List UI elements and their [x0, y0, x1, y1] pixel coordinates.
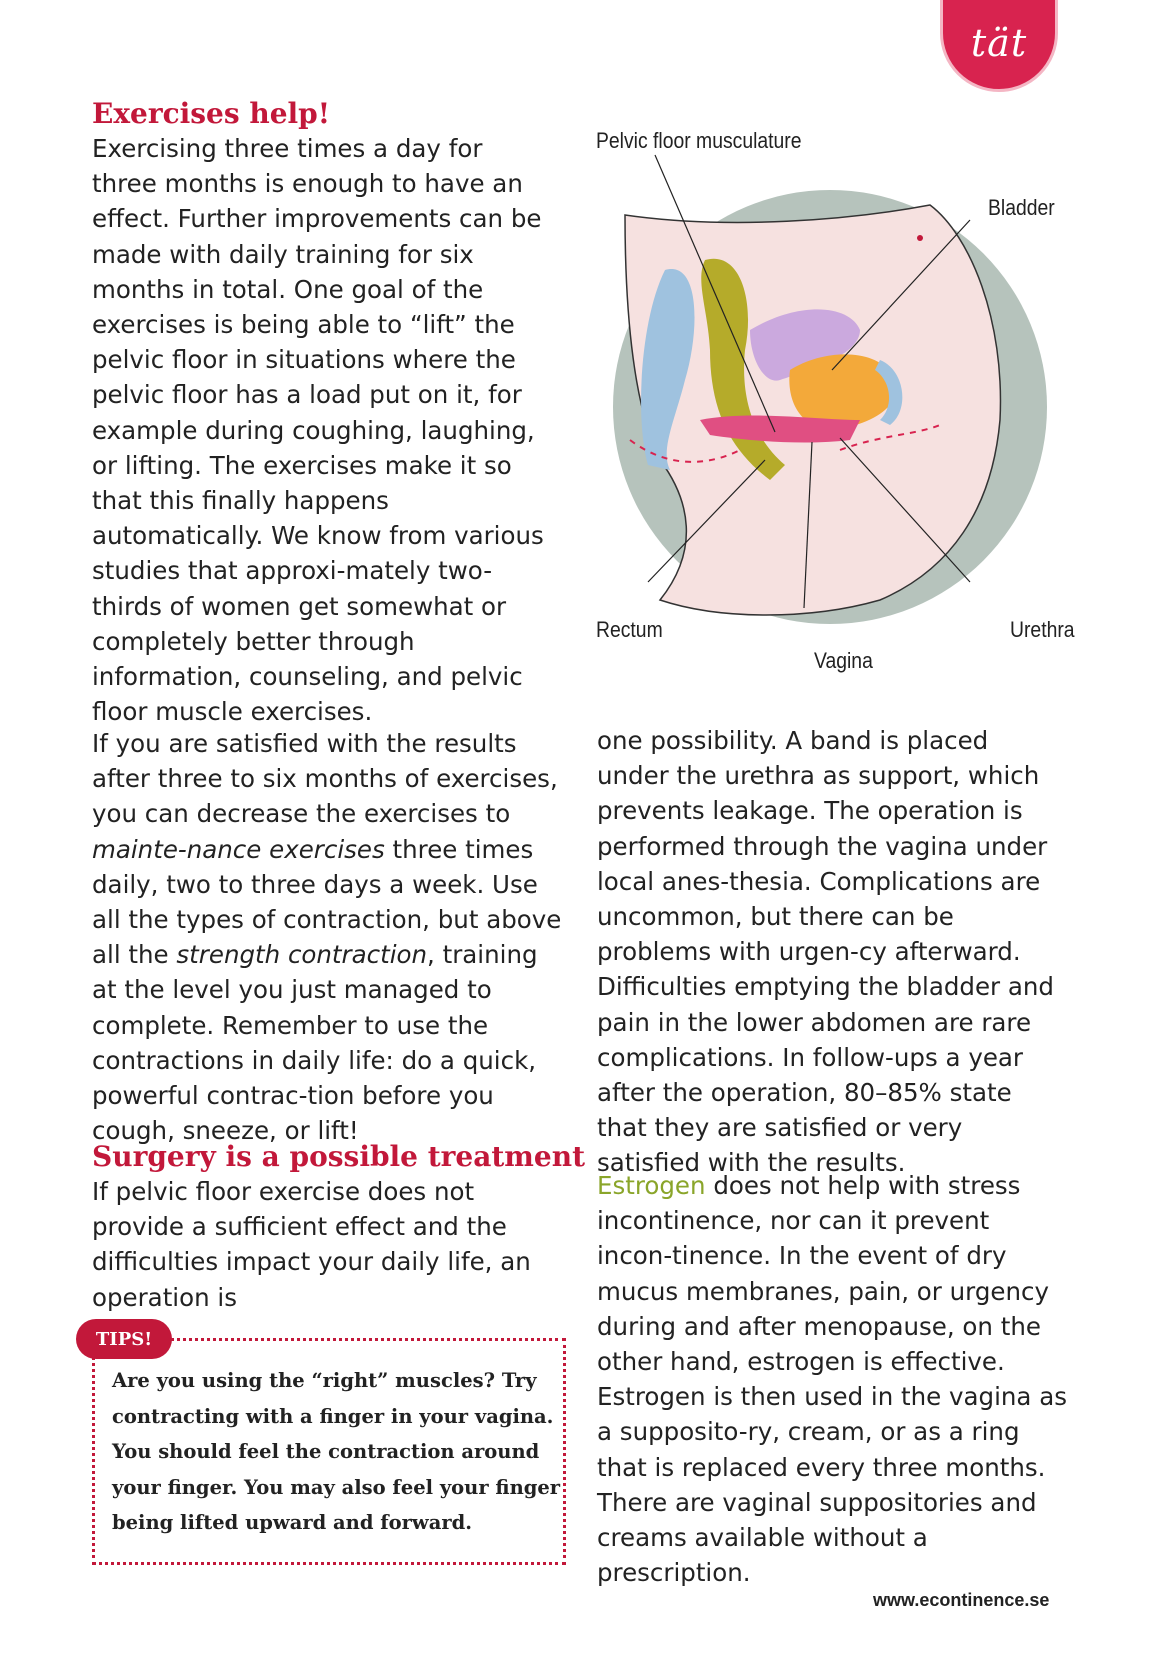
p2-text-after: , training at the level you just managed to complete. Remember to use the contractions in daily life: do a quick, powerful contrac-tion before you cough, sneeze, or lift! — [92, 940, 538, 1146]
exercises-paragraph-2 — [92, 726, 562, 1148]
label-vagina: Vagina — [814, 648, 873, 673]
tips-badge: TIPS! — [76, 1319, 172, 1359]
surgery-heading: Surgery is a possible treatment — [92, 1140, 586, 1173]
navel-dot — [917, 235, 923, 241]
tips-text: Are you using the “right” muscles? Try contracting with a finger in your vagina. You should feel the contraction around your finger. You may also feel your finger being lifted upward and forward. — [112, 1369, 561, 1534]
p2-text-before: If you are satisfied with the results after three to six months of exercises, you can decrease the exercises to — [92, 729, 558, 829]
p2-italic-strength: strength contraction — [176, 940, 428, 970]
p2-italic-maintenance: mainte-nance exercises — [92, 834, 385, 864]
p2-text-middle: three times daily, two to three days a week. Use all the types of contraction, but above all the — [92, 834, 562, 970]
estrogen-paragraph — [597, 1168, 1067, 1590]
estrogen-keyword: Estrogen — [597, 1171, 706, 1200]
footer-website: www.econtinence.se — [873, 1590, 1050, 1610]
logo-text: tät — [970, 21, 1028, 65]
estrogen-text: does not help with stress incontinence, nor can it prevent incon-tinence. In the event of dry mucus membranes, pain, or urgency during and after menopause, on the other hand, estrogen is effective. Estrogen is then used in the vagina as a supposito-ry, cream, or as a ring that is replaced every three months. There are vaginal suppositories and creams available without a prescription. — [597, 1171, 1067, 1588]
exercises-heading: Exercises help! — [92, 97, 331, 130]
label-bladder: Bladder — [988, 195, 1055, 220]
label-pelvic-floor: Pelvic floor musculature — [596, 128, 802, 153]
label-urethra: Urethra — [1010, 617, 1075, 642]
brand-logo — [940, 0, 1058, 92]
surgery-paragraph-continued: one possibility. A band is placed under the urethra as support, which prevents leakage. The operation is performed through the vagina under local anes-thesia. Complications are uncommon, but there can be problems with urgen-cy afterward. Difficulties emptying the bladder and pain in the lower abdomen are rare complications. In follow-ups a year after the operation, 80–85% state that they are satisfied or very satisfied with the results. — [597, 726, 1054, 1178]
label-rectum: Rectum — [596, 617, 663, 642]
exercises-paragraph-1: Exercising three times a day for three months is enough to have an effect. Further improvements can be made with daily training for six months in total. One goal of the exercises is being able to “lift” the pelvic floor in situations where the pelvic floor has a load put on it, for example during coughing, laughing, or lifting. The exercises make it so that this finally happens automatically. We know from various studies that approxi-mately two-thirds of women get somewhat or completely better through information, counseling, and pelvic floor muscle exercises. — [92, 134, 544, 727]
surgery-paragraph-start: If pelvic floor exercise does not provide a sufficient effect and the difficulties impact your daily life, an operation is — [92, 1177, 531, 1312]
